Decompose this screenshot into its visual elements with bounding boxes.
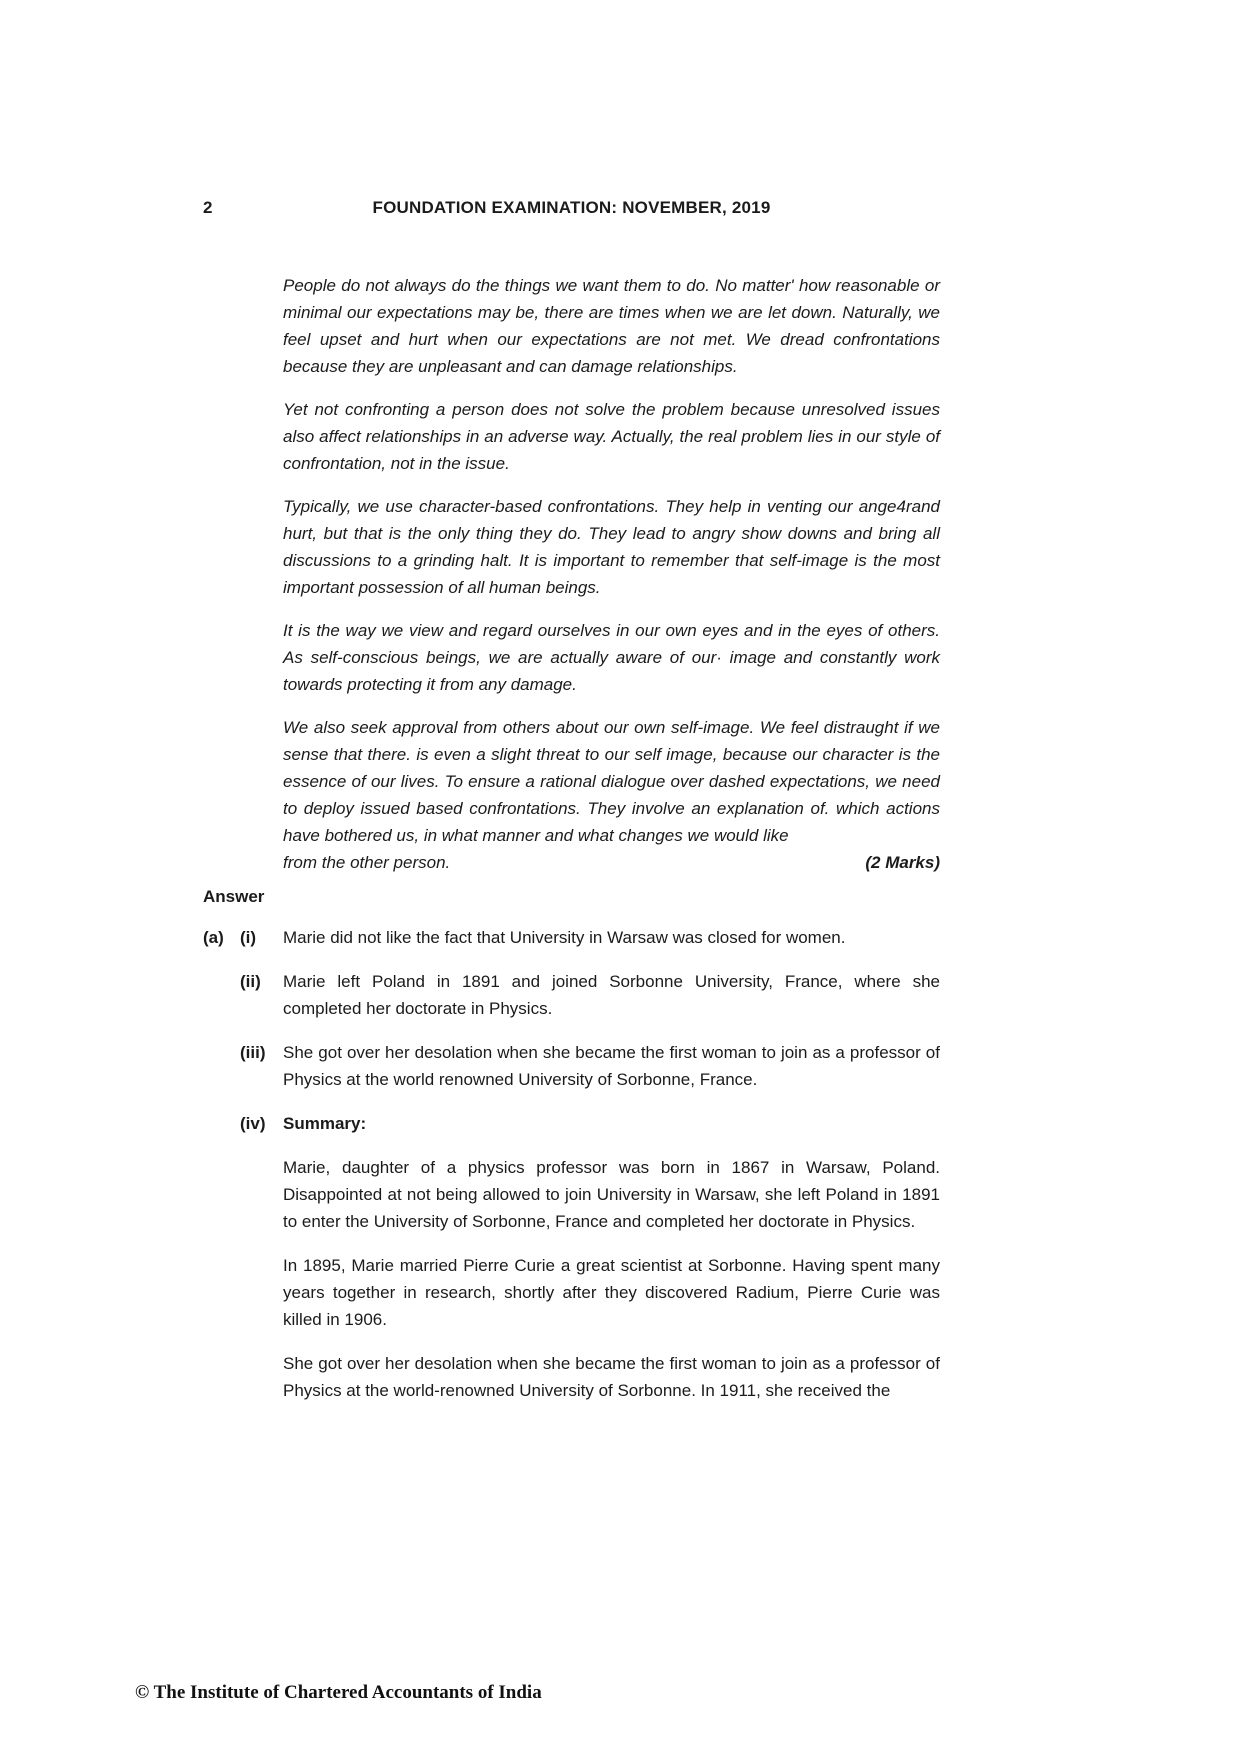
answer-item-ii-label: (ii) [240,972,261,991]
answer-item-iii-label: (iii) [240,1043,266,1062]
summary-paragraph-1: Marie, daughter of a physics professor was born in 1867 in Warsaw, Poland. Disappointed at not being allowed to join University in Warsaw, she left Poland in 1891 to enter the University of Sorbonne, France and completed her doctorate in Physics. [283,1158,940,1231]
summary-section [283,1154,940,1404]
passage-paragraph-4: It is the way we view and regard ourselves in our own eyes and in the eyes of others. As self-conscious beings, we are actually aware of our· image and constantly work towards protecting it from any damage. [283,621,940,694]
answer-item-iv-label: (iv) [240,1114,266,1133]
document-title: FOUNDATION EXAMINATION: NOVEMBER, 2019 [372,198,771,217]
reading-passage [283,272,940,876]
passage-closing-row [283,849,940,876]
answer-heading: Answer [203,887,265,906]
answer-item-ii [203,968,940,1022]
answer-item-i-text: Marie did not like the fact that University in Warsaw was closed for women. [283,928,846,947]
passage-paragraph-5: We also seek approval from others about our own self-image. We feel distraught if we sense that there. is even a slight threat to our self image, because our character is the essence of our lives. To ensure a rational dialogue over dashed expectations, we need to deploy issued based confrontations. They involve an explanation of. which actions have bothered us, in what manner and what changes we would like [283,718,940,845]
passage-closing-line: from the other person. [283,853,451,872]
passage-paragraph-1: People do not always do the things we want them to do. No matter' how reasonable or minimal our expectations may be, there are times when we are let down. Naturally, we feel upset and hurt when our expectations are not met. We dread confrontations because they are unpleasant and can damage relationships. [283,276,940,376]
passage-paragraph-3: Typically, we use character-based confrontations. They help in venting our ange4rand hurt, but that is the only thing they do. They lead to angry show downs and bring all discussions to a grinding halt. It is important to remember that self-image is the most important possession of all human beings. [283,497,940,597]
answer-item-i-label: (i) [240,928,257,947]
answer-item-iii-text: She got over her desolation when she became the first woman to join as a professor of Physics at the world renowned University of Sorbonne, France. [283,1043,940,1089]
page-number: 2 [203,198,213,217]
answer-part-label: (a) [203,928,224,947]
summary-title: Summary: [283,1114,367,1133]
copyright-footer: © The Institute of Chartered Accountants of India [135,1682,542,1703]
summary-paragraph-2: In 1895, Marie married Pierre Curie a great scientist at Sorbonne. Having spent many years together in research, shortly after they discovered Radium, Pierre Curie was killed in 1906. [283,1256,940,1329]
summary-paragraph-3: She got over her desolation when she became the first woman to join as a professor of Physics at the world-renowned University of Sorbonne. In 1911, she received the [283,1354,940,1400]
passage-paragraph-2: Yet not confronting a person does not solve the problem because unresolved issues also affect relationships in an adverse way. Actually, the real problem lies in our style of confrontation, not in the issue. [283,400,940,473]
answer-item-ii-text: Marie left Poland in 1891 and joined Sorbonne University, France, where she completed her doctorate in Physics. [283,972,940,1018]
answer-item-iv [203,1110,940,1137]
answer-item-i [203,924,940,951]
marks-badge: (2 Marks) [865,853,940,872]
answer-item-iii [203,1039,940,1093]
page-header [203,198,940,225]
